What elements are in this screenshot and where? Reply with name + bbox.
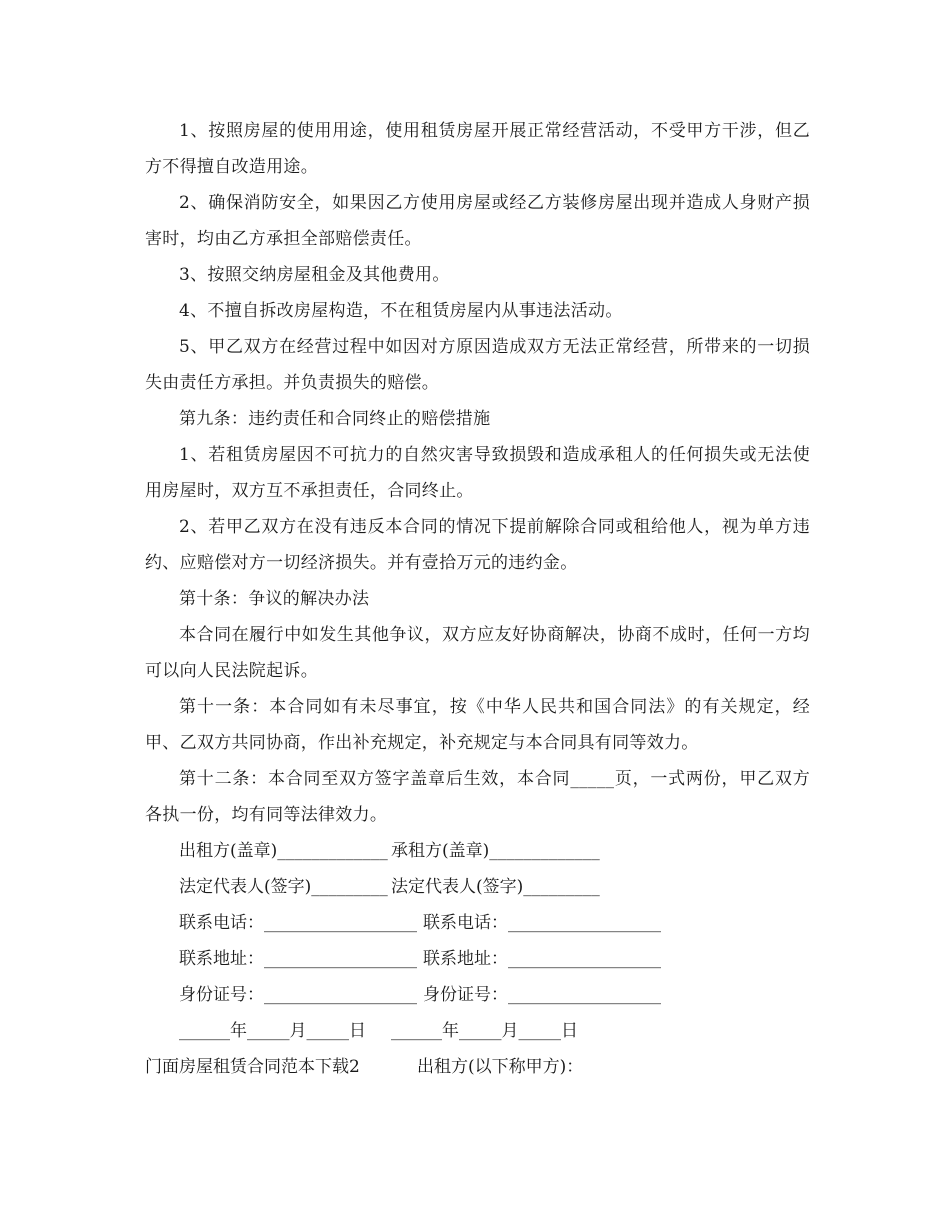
lessor-representative-line: 法定代表人(签字)_________ xyxy=(179,877,388,897)
lessee-seal-line: 承租方(盖章)_____________ xyxy=(391,841,600,861)
lessor-address-line: 联系地址：__________________ xyxy=(179,949,417,969)
next-contract-title: 门面房屋租赁合同范本下载2 xyxy=(145,1057,360,1077)
signature-row-phone xyxy=(145,905,810,941)
article-ten-heading: 第十条：争议的解决办法 xyxy=(179,589,370,609)
lessor-id-line: 身份证号：__________________ xyxy=(179,985,417,1005)
clause-force-majeure: 1、若租赁房屋因不可抗力的自然灾害导致损毁和造成承租人的任何损失或无法使用房屋时，双方互不承担责任，合同终止。 xyxy=(145,445,810,501)
clause-no-alteration: 4、不擅自拆改房屋构造，不在租赁房屋内从事违法活动。 xyxy=(179,301,623,321)
next-contract-lessor: 出租方(以下称甲方)： xyxy=(417,1057,584,1077)
lessor-seal-line: 出租方(盖章)_____________ xyxy=(179,841,388,861)
lessee-representative-line: 法定代表人(签字)_________ xyxy=(391,877,600,897)
lessee-date-line: ______年_____月_____日 xyxy=(391,1021,578,1041)
lessor-date-line: ______年_____月_____日 xyxy=(179,1021,366,1041)
article-twelve: 第十二条：本合同至双方签字盖章后生效，本合同_____页，一式两份，甲乙双方各执一份，均有同等法律效力。 xyxy=(145,769,810,825)
signature-row-date xyxy=(145,1013,810,1049)
clause-rent-payment: 3、按照交纳房屋租金及其他费用。 xyxy=(179,265,450,285)
lessee-address-line: 联系地址：__________________ xyxy=(423,949,661,969)
article-eleven: 第十一条：本合同如有未尽事宜，按《中华人民共和国合同法》的有关规定，经甲、乙双方共同协商，作出补充规定，补充规定与本合同具有同等效力。 xyxy=(145,697,810,753)
signature-row-address xyxy=(145,941,810,977)
contract-body xyxy=(145,113,810,1085)
clause-fire-safety: 2、确保消防安全，如果因乙方使用房屋或经乙方装修房屋出现并造成人身财产损害时，均由乙方承担全部赔偿责任。 xyxy=(145,193,810,249)
lessee-phone-line: 联系电话：__________________ xyxy=(423,913,661,933)
lessor-phone-line: 联系电话：__________________ xyxy=(179,913,417,933)
clause-breach-penalty: 2、若甲乙双方在没有违反本合同的情况下提前解除合同或租给他人，视为单方违约、应赔偿对方一切经济损失。并有壹拾万元的违约金。 xyxy=(145,517,810,573)
clause-dispute: 本合同在履行中如发生其他争议，双方应友好协商解决，协商不成时，任何一方均可以向人民法院起诉。 xyxy=(145,625,810,681)
signature-row-id xyxy=(145,977,810,1013)
signature-row-seal xyxy=(145,833,810,869)
article-nine-heading: 第九条：违约责任和合同终止的赔偿措施 xyxy=(179,409,491,429)
clause-use: 1、按照房屋的使用用途，使用租赁房屋开展正常经营活动，不受甲方干涉，但乙方不得擅自改造用途。 xyxy=(145,121,810,177)
next-contract-header xyxy=(145,1049,810,1085)
lessee-id-line: 身份证号：__________________ xyxy=(423,985,661,1005)
signature-row-representative xyxy=(145,869,810,905)
clause-loss-liability: 5、甲乙双方在经营过程中如因对方原因造成双方无法正常经营，所带来的一切损失由责任方承担。并负责损失的赔偿。 xyxy=(145,337,810,393)
